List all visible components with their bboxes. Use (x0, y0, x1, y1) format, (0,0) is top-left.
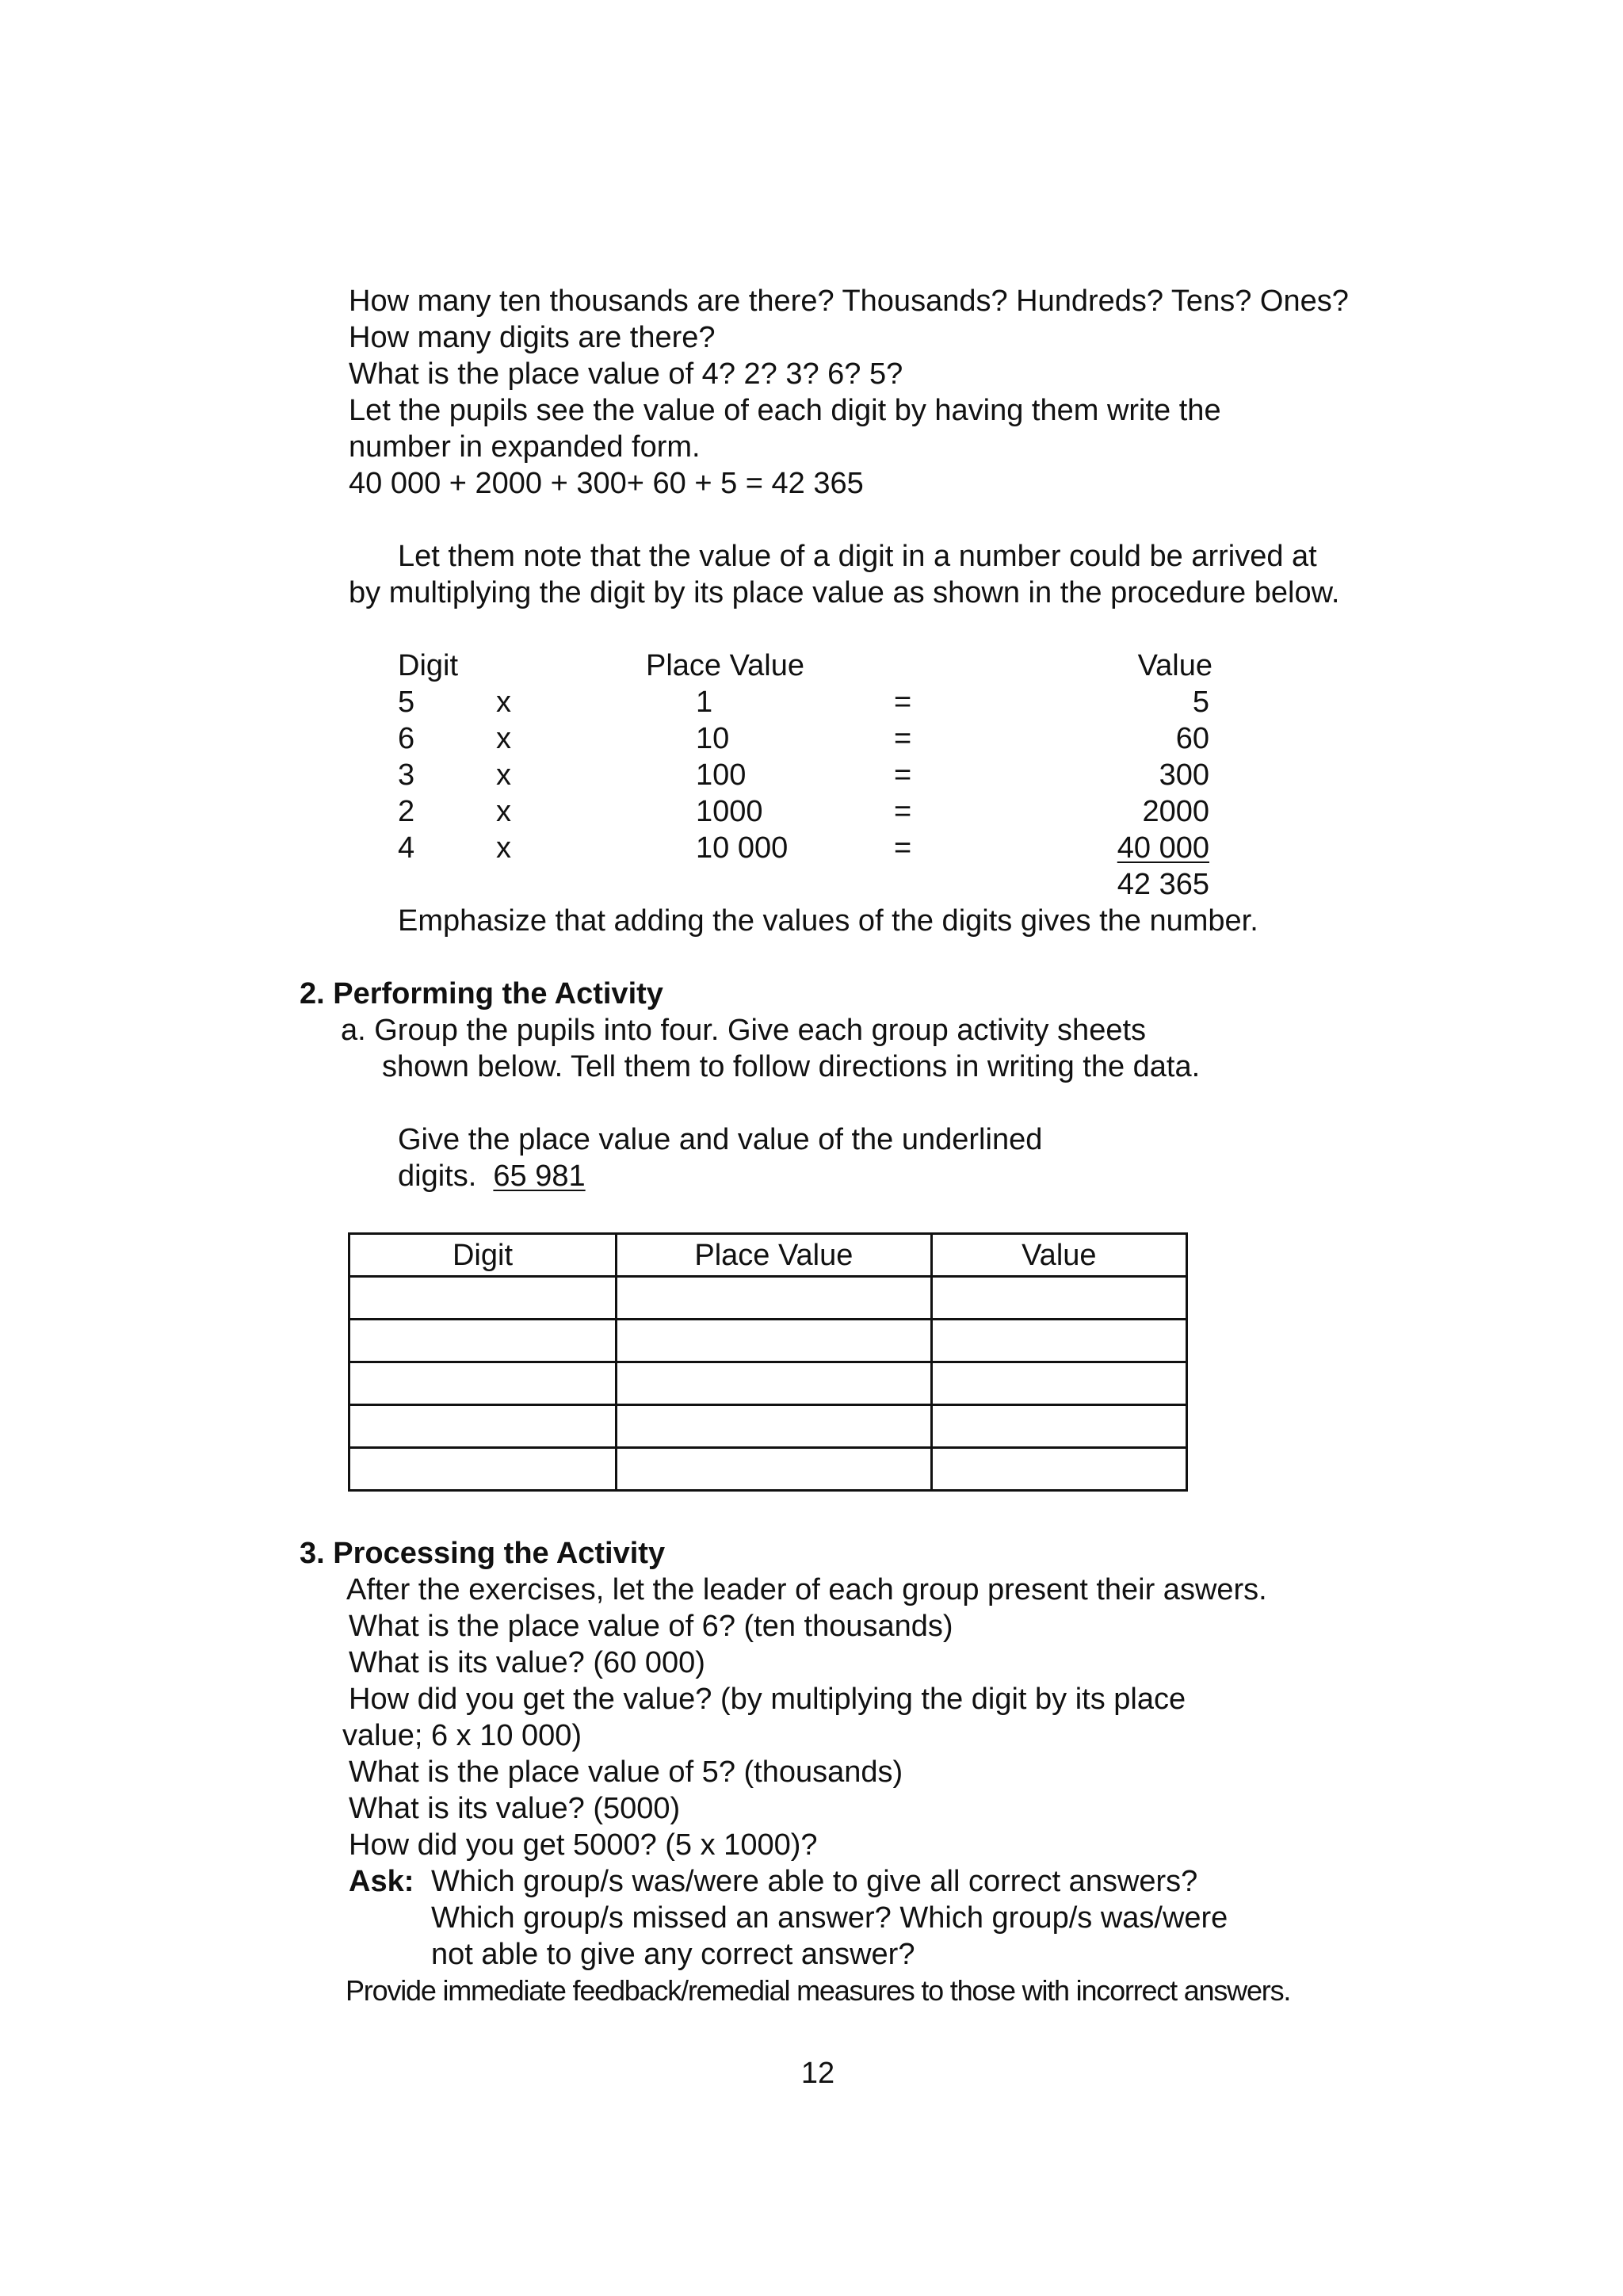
times-sign: x (496, 686, 511, 719)
procedure-digit: 2 (398, 795, 415, 828)
equals-sign: = (894, 795, 912, 828)
processing-line: How did you get the value? (by multiplying the digit by its place (349, 1683, 1186, 1716)
procedure-digit: 5 (398, 686, 415, 719)
ask-line: not able to give any correct answer? (431, 1938, 915, 1971)
underlined-value: 40 000 (1117, 831, 1209, 865)
processing-line: value; 6 x 10 000) (342, 1719, 582, 1752)
procedure-digit: 4 (398, 831, 415, 865)
table-cell[interactable] (617, 1277, 932, 1320)
expanded-form-line: 40 000 + 2000 + 300+ 60 + 5 = 42 365 (349, 467, 864, 500)
table-cell[interactable] (931, 1362, 1186, 1405)
table-cell[interactable] (617, 1320, 932, 1362)
table-cell[interactable] (617, 1448, 932, 1491)
processing-line: What is the place value of 5? (thousands) (349, 1755, 903, 1789)
table-header-value: Value (931, 1234, 1186, 1277)
section-2-heading: 2. Performing the Activity (300, 977, 663, 1010)
procedure-digit: 6 (398, 722, 415, 755)
procedure-place-value: 1 (696, 686, 713, 719)
times-sign: x (496, 722, 511, 755)
procedure-value: 5 (1192, 686, 1209, 719)
intro-line: What is the place value of 4? 2? 3? 6? 5? (349, 357, 903, 391)
note-line: Let them note that the value of a digit in a number could be arrived at (398, 540, 1317, 573)
feedback-line: Provide immediate feedback/remedial measures to those with incorrect answers. (346, 1974, 1291, 2007)
equals-sign: = (894, 722, 912, 755)
ask-label: Ask: (349, 1865, 414, 1898)
ask-line: Which group/s was/were able to give all correct answers? (431, 1865, 1198, 1898)
table-cell[interactable] (931, 1405, 1186, 1448)
table-cell[interactable] (349, 1448, 617, 1491)
table-cell[interactable] (931, 1448, 1186, 1491)
note-line: by multiplying the digit by its place value as shown in the procedure below. (349, 576, 1340, 609)
table-cell[interactable] (931, 1277, 1186, 1320)
procedure-total: 42 365 (1117, 868, 1209, 901)
equals-sign: = (894, 686, 912, 719)
table-cell[interactable] (931, 1320, 1186, 1362)
procedure-place-value: 10 000 (696, 831, 789, 865)
table-row (349, 1277, 1187, 1320)
equals-sign: = (894, 758, 912, 792)
procedure-value: 60 (1175, 722, 1209, 755)
table-cell[interactable] (617, 1362, 932, 1405)
table-cell[interactable] (349, 1277, 617, 1320)
processing-line: How did you get 5000? (5 x 1000)? (349, 1828, 818, 1862)
processing-line: What is the place value of 6? (ten thousands) (349, 1610, 953, 1643)
procedure-header-place-value: Place Value (646, 649, 804, 682)
underlined-number: 65 981 (493, 1159, 586, 1193)
table-header-digit: Digit (349, 1234, 617, 1277)
table-cell[interactable] (617, 1405, 932, 1448)
procedure-value-underlined (1094, 830, 1209, 866)
table-header-place-value: Place Value (617, 1234, 932, 1277)
table-cell[interactable] (349, 1320, 617, 1362)
intro-line: How many digits are there? (349, 321, 716, 354)
intro-line: number in expanded form. (349, 430, 701, 464)
times-sign: x (496, 831, 511, 865)
instruction-line: Give the place value and value of the underlined (398, 1123, 1043, 1156)
item-a-line: shown below. Tell them to follow directions in writing the data. (382, 1050, 1201, 1083)
processing-line: After the exercises, let the leader of each group present their aswers. (346, 1573, 1267, 1606)
intro-line: Let the pupils see the value of each digit by having them write the (349, 394, 1221, 427)
table-cell[interactable] (349, 1362, 617, 1405)
table-row (349, 1320, 1187, 1362)
procedure-header-value: Value (1137, 649, 1212, 682)
item-a-line: a. Group the pupils into four. Give each group activity sheets (341, 1014, 1147, 1047)
times-sign: x (496, 795, 511, 828)
table-cell[interactable] (349, 1405, 617, 1448)
table-row (349, 1405, 1187, 1448)
intro-line: How many ten thousands are there? Thousands? Hundreds? Tens? Ones? (349, 285, 1349, 318)
activity-sheet-table (348, 1232, 1188, 1492)
procedure-header-digit: Digit (398, 649, 459, 682)
procedure-place-value: 100 (696, 758, 747, 792)
procedure-value: 2000 (1142, 795, 1209, 828)
instruction-line (398, 1158, 586, 1194)
procedure-place-value: 1000 (696, 795, 763, 828)
instruction-text: digits. (398, 1159, 477, 1193)
procedure-place-value: 10 (696, 722, 730, 755)
procedure-digit: 3 (398, 758, 415, 792)
procedure-value: 300 (1159, 758, 1209, 792)
processing-line: What is its value? (5000) (349, 1792, 681, 1825)
equals-sign: = (894, 831, 912, 865)
section-3-heading: 3. Processing the Activity (300, 1537, 666, 1570)
page-number: 12 (800, 2057, 835, 2090)
ask-line: Which group/s missed an answer? Which group/s was/were (431, 1901, 1228, 1935)
emphasize-line: Emphasize that adding the values of the digits gives the number. (398, 904, 1258, 938)
table-row (349, 1362, 1187, 1405)
table-row (349, 1448, 1187, 1491)
times-sign: x (496, 758, 511, 792)
processing-line: What is its value? (60 000) (349, 1646, 705, 1679)
